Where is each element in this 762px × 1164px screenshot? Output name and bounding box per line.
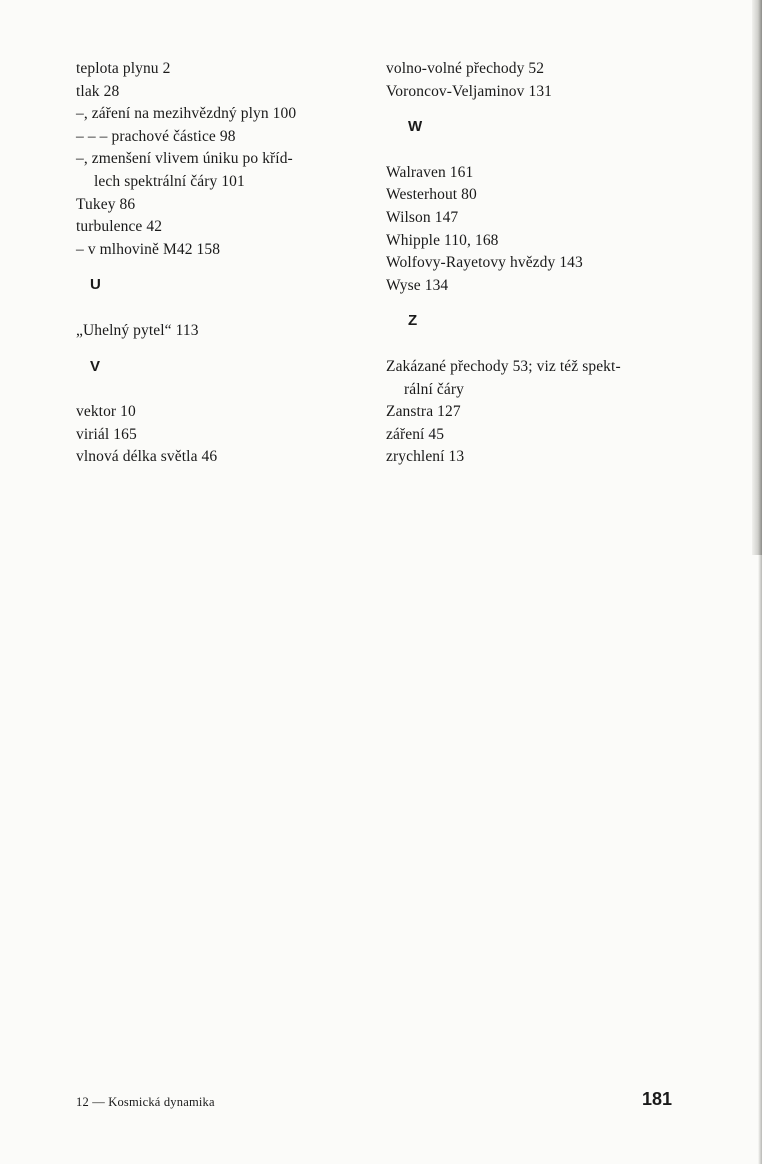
index-column-left	[76, 58, 366, 469]
index-entry: – v mlhovině M42 158	[76, 240, 221, 258]
index-entry: –, záření na mezihvězdný plyn 100	[76, 105, 297, 123]
page-edge-line	[758, 555, 762, 1164]
section-letter-heading: V	[90, 357, 101, 375]
index-entry: vlnová délka světla 46	[76, 448, 218, 466]
section-letter-heading: U	[90, 276, 101, 294]
index-entry: Westerhout 80	[386, 186, 477, 204]
index-entry: Wyse 134	[386, 276, 449, 294]
index-entry: turbulence 42	[76, 218, 163, 236]
index-entry-continuation: rální čáry	[404, 380, 464, 398]
index-entry: záření 45	[386, 425, 445, 443]
index-entry: Whipple 110, 168	[386, 231, 499, 249]
index-entry: Zanstra 127	[386, 403, 461, 421]
index-entry: –, zmenšení vlivem úniku po kříd-	[76, 150, 293, 168]
index-column-right	[386, 58, 686, 469]
index-entry: zrychlení 13	[386, 448, 465, 466]
index-entry: viriál 165	[76, 425, 137, 443]
index-entry: Zakázané přechody 53; viz též spekt-	[386, 357, 621, 375]
index-entry: Tukey 86	[76, 195, 136, 213]
index-entry: – – – prachové částice 98	[76, 127, 236, 145]
section-letter-heading: Z	[408, 312, 418, 330]
index-entry-continuation: lech spektrální čáry 101	[94, 172, 245, 190]
page-edge-shadow	[752, 0, 762, 555]
page-number: 181	[642, 1089, 673, 1109]
index-entry: Wolfovy-Rayetovy hvězdy 143	[386, 254, 583, 272]
index-entry: vektor 10	[76, 403, 136, 421]
index-entry: „Uhelný pytel“ 113	[76, 321, 199, 339]
index-entry: Walraven 161	[386, 163, 474, 181]
section-letter-heading: W	[408, 118, 423, 136]
index-entry: tlak 28	[76, 82, 120, 100]
footer-signature-mark: 12 — Kosmická dynamika	[76, 1095, 215, 1109]
index-entry: Voroncov-Veljaminov 131	[386, 82, 553, 100]
index-entry: teplota plynu 2	[76, 60, 171, 77]
index-entry: Wilson 147	[386, 208, 459, 226]
index-entry: volno-volné přechody 52	[386, 60, 545, 77]
